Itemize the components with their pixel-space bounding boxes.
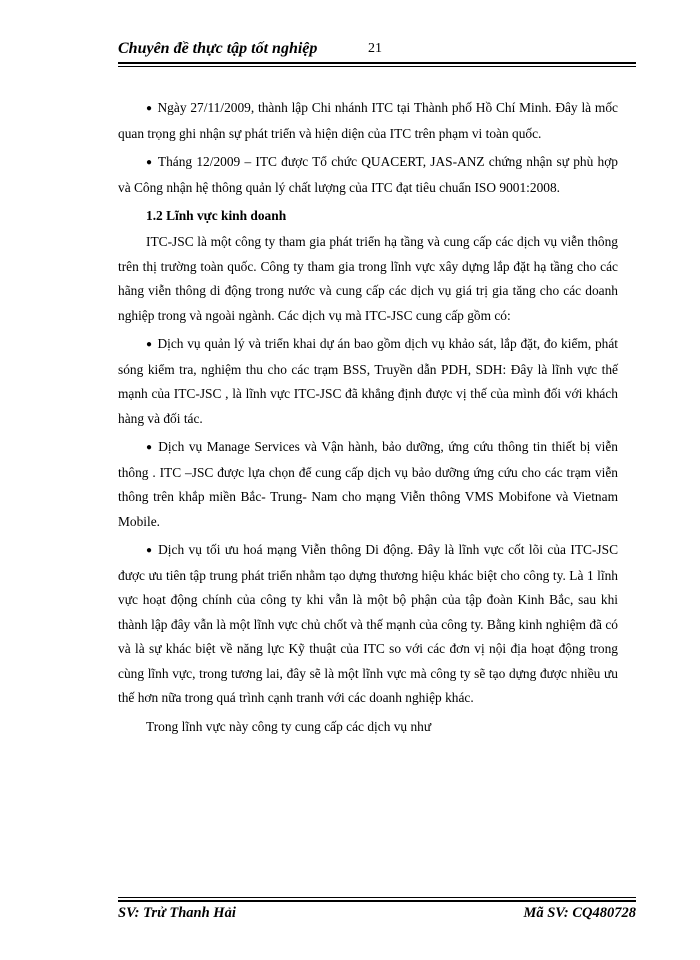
paragraph-text: Ngày 27/11/2009, thành lập Chi nhánh ITC tại Thành phố Hồ Chí Minh. Đây là mốc quan trọng ghi nhận sự phát triển và hiện diện của ITC trên phạm vi toàn quốc. xyxy=(118,100,618,141)
header-rule-thick xyxy=(118,62,636,64)
paragraph-intro: ITC-JSC là một công ty tham gia phát triển hạ tầng và cung cấp các dịch vụ viễn thông trên thị trường toàn quốc. Công ty tham gia trong lĩnh vực xây dựng lắp đặt hạ tầng cho các hãng viễn thông di động trong nước và cung cấp các dịch vụ giá trị gia tăng cho các doanh nghiệp trong và ngoài ngành. Các dịch vụ mà ITC-JSC cung cấp gồm có: xyxy=(118,234,618,323)
footer-rule-thick xyxy=(118,900,636,902)
bullet-icon: ● xyxy=(146,442,154,453)
bullet-icon: ● xyxy=(146,103,153,114)
header-rule-thin xyxy=(118,66,636,67)
paragraph-bullet-3 xyxy=(118,332,618,431)
paragraph-bullet-4 xyxy=(118,435,618,534)
page-header xyxy=(118,40,636,62)
paragraph-text: Tháng 12/2009 – ITC được Tổ chức QUACERT, JAS-ANZ chứng nhận sự phù hợp và Công nhận hệ thông quản lý chất lượng của ITC đạt tiêu chuẩn ISO 9001:2008. xyxy=(118,154,618,195)
paragraph-text: Dịch vụ Manage Services và Vận hành, bảo dưỡng, ứng cứu thông tin thiết bị viễn thông . ITC –JSC được lựa chọn để cung cấp dịch vụ bảo dưỡng ứng cứu cho các trạm viễn thông trên khắp miền Bắc- Trung- Nam cho mạng Viễn thông VMS Mobifone và Vietnam Mobile. xyxy=(118,439,618,529)
student-id: Mã SV: CQ480728 xyxy=(523,905,636,921)
paragraph-closing: Trong lĩnh vực này công ty cung cấp các dịch vụ như xyxy=(146,718,432,734)
bullet-icon: ● xyxy=(146,157,153,168)
footer-rule-thin xyxy=(118,897,636,898)
paragraph-bullet-2 xyxy=(118,150,618,200)
page-footer xyxy=(118,905,636,925)
paragraph-bullet-1 xyxy=(118,96,618,146)
body-text xyxy=(118,96,618,743)
document-title: Chuyên đề thực tập tốt nghiệp xyxy=(118,40,318,57)
bullet-icon: ● xyxy=(146,339,153,350)
paragraph-bullet-5 xyxy=(118,538,618,711)
student-name: SV: Trử Thanh Hải xyxy=(118,905,236,921)
page-number: 21 xyxy=(368,41,382,56)
bullet-icon: ● xyxy=(146,545,154,556)
paragraph-text: Dịch vụ quản lý và triển khai dự án bao gồm dịch vụ khảo sát, lắp đặt, đo kiểm, phát sóng kiểm tra, nghiệm thu cho các trạm BSS, Truyền dẫn PDH, SDH: Đây là lĩnh vực thế mạnh của ITC-JSC , là lĩnh vực ITC-JSC đã khẳng định được vị thế của mình đối với khách hàng và đối tác. xyxy=(118,336,618,426)
section-heading: 1.2 Lĩnh vực kinh doanh xyxy=(146,208,287,223)
paragraph-text: Dịch vụ tối ưu hoá mạng Viễn thông Di động. Đây là lĩnh vực cốt lõi của ITC-JSC được ưu tiên tập trung phát triển nhằm tạo dựng thương hiệu khác biệt cho công ty. Là 1 lĩnh vực hoạt động chính của công ty khi vẫn là một bộ phận của tập đoàn Kinh Bắc, sau khi thành lập đây vẫn là một lĩnh vực chủ chốt và thế mạnh của công ty. Bằng kinh nghiệm đã có và là sự khác biệt về năng lực Kỹ thuật của ITC so với các đơn vị nội địa hoạt động trong cùng lĩnh vực, trong tương lai, đây sẽ là một lĩnh vực mà công ty sẽ tạo dựng được nhiều ưu thế hơn nữa trong quá trình cạnh tranh với các doanh nghiệp khác. xyxy=(118,542,619,705)
